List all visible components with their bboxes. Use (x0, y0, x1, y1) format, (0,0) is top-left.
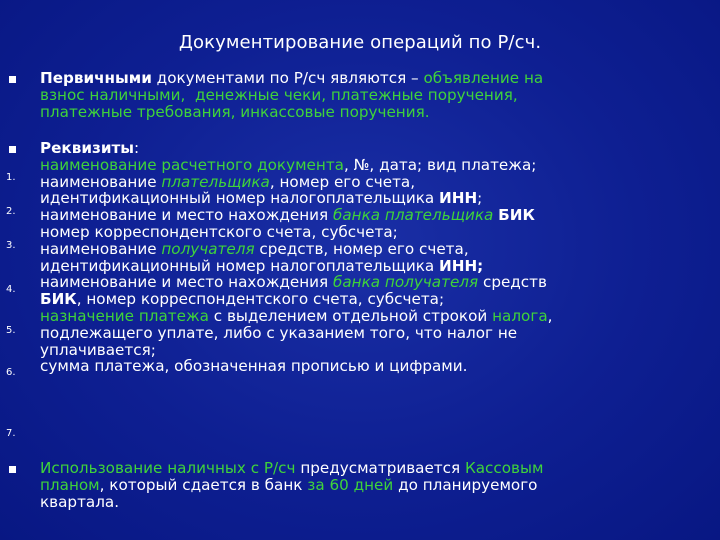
text-span: квартала. (40, 492, 120, 511)
highlight-span: Кассовым (464, 459, 544, 477)
text-span: уплачивается; (40, 340, 156, 359)
list-number: 1. (6, 172, 16, 183)
paragraph-requisites (40, 140, 716, 375)
highlight-span: объявление на (423, 69, 544, 87)
highlight-italic-span: банка получателя (332, 273, 479, 292)
text-span: до планируемого (393, 475, 538, 494)
highlight-span: планом (40, 475, 100, 494)
highlight-span: Использование наличных с Р/сч (40, 459, 296, 477)
text-span: наименование (40, 239, 162, 258)
text-span: средств, номер его счета, (254, 239, 469, 258)
list-number: 7. (6, 428, 16, 439)
text-span: наименование (40, 172, 162, 191)
bullet-square-icon (9, 146, 16, 153)
list-number: 6. (6, 367, 16, 378)
highlight-italic-span: плательщика (161, 172, 270, 191)
text-span: с выделением отдельной строкой (208, 306, 493, 325)
bik-term: БИК (498, 206, 535, 225)
text-span: подлежащего уплате, либо с указанием того, что налог не (40, 323, 518, 342)
paragraph-primary-docs (40, 70, 716, 120)
text-span: документами по Р/сч являются – (151, 69, 424, 87)
text-span: , №, дата; вид платежа; (343, 155, 537, 174)
term-primary: Первичными (40, 69, 152, 87)
highlight-span: назначение платежа (40, 306, 209, 325)
text-span: , номер корреспондентского счета, субсчета; (76, 290, 445, 309)
highlight-span: наименование расчетного документа (40, 155, 344, 174)
text-span: , (547, 306, 553, 325)
inn-term: ИНН; (439, 256, 484, 275)
inn-term: ИНН (439, 189, 478, 208)
list-number: 3. (6, 240, 16, 251)
bullet-square-icon (9, 466, 16, 473)
text-span: идентификационный номер налогоплательщика (40, 189, 440, 208)
bullet-square-icon (9, 76, 16, 83)
text-span: наименование и место нахождения (40, 206, 333, 225)
bik-term: БИК (40, 290, 77, 309)
text-span: : (134, 139, 140, 157)
text-span: идентификационный номер налогоплательщика (40, 256, 440, 275)
list-number: 4. (6, 284, 16, 295)
requisites-heading: Реквизиты (40, 139, 134, 157)
list-number: 2. (6, 206, 16, 217)
text-span: , номер его счета, (269, 172, 416, 191)
highlight-italic-span: получателя (161, 239, 255, 258)
slide-title: Документирование операций по Р/сч. (178, 32, 542, 53)
text-span: предусматривается (295, 459, 465, 477)
text-span: сумма платежа, обозначенная прописью и цифрами. (40, 357, 468, 376)
text-span: ; (477, 189, 483, 208)
paragraph-cash-plan (40, 460, 716, 510)
highlight-italic-span: банка плательщика (332, 206, 494, 225)
highlight-span: платежные требования, инкассовые поручения. (40, 102, 430, 121)
text-span: номер корреспондентского счета, субсчета; (40, 222, 398, 241)
highlight-span: за 60 дней (307, 475, 394, 494)
text-span: наименование и место нахождения (40, 273, 333, 292)
highlight-span: налога (492, 306, 548, 325)
highlight-span: взнос наличными, денежные чеки, платежные поручения, (40, 85, 518, 104)
list-number: 5. (6, 325, 16, 336)
text-span: , который сдается в банк (99, 475, 308, 494)
text-span: средств (478, 273, 547, 292)
